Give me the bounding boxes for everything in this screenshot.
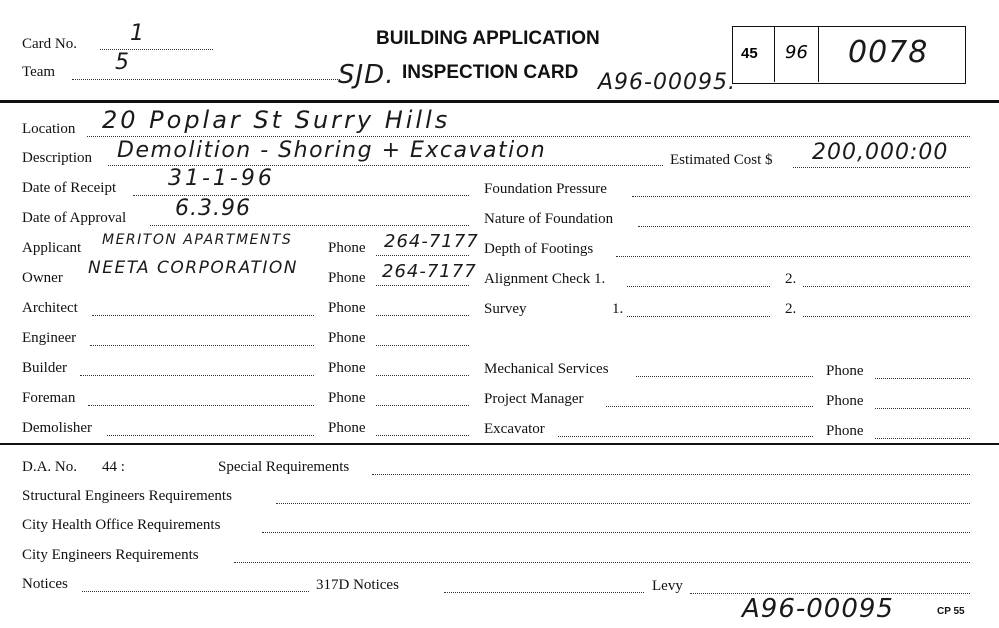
depth-footings-line [616,256,970,257]
foreman-phone-line [376,405,469,406]
structural-requirements-label: Structural Engineers Requirements [22,488,232,504]
builder-phone-label: Phone [328,360,366,376]
date-approval-value: 6.3.96 [175,196,251,221]
project-manager-phone-label: Phone [826,393,864,409]
notices-label: Notices [22,576,68,592]
survey-1-line [627,316,770,317]
da-no-value: 44 : [102,459,125,475]
mechanical-services-line [636,376,813,377]
date-approval-label: Date of Approval [22,210,127,226]
estimated-cost-label: Estimated Cost $ [670,152,773,168]
footer-application-ref-handwriting: A96-00095 [742,594,894,624]
architect-line [92,315,314,316]
mechanical-phone-line [875,378,970,379]
applicant-value: MERITON APARTMENTS [102,232,293,248]
engineer-label: Engineer [22,330,77,346]
box-cell-1-value: 45 [741,45,758,62]
survey-1-label: 1. [612,301,624,317]
builder-line [80,375,314,376]
team-label: Team [22,64,56,80]
nature-foundation-line [638,226,970,227]
architect-phone-line [376,315,469,316]
box-cell-3-value: 0078 [848,35,929,70]
team-line [72,79,340,80]
box-cell-1 [733,27,775,82]
team-value: 5 [115,50,130,75]
estimated-cost-line [793,167,970,168]
mechanical-services-label: Mechanical Services [484,361,609,377]
notices-317d-label: 317D Notices [316,577,399,593]
application-ref-handwriting: A96-00095. [598,70,736,95]
structural-requirements-line [276,503,970,504]
owner-phone-value: 264-7177 [382,261,477,282]
excavator-line [558,436,813,437]
alignment-check-2-label: 2. [785,271,797,287]
owner-phone-line [376,285,469,286]
date-receipt-label: Date of Receipt [22,180,117,196]
foreman-label: Foreman [22,390,76,406]
survey-2-label: 2. [785,301,797,317]
owner-value: NEETA CORPORATION [88,258,298,278]
demolisher-phone-label: Phone [328,420,366,436]
description-label: Description [22,150,92,166]
engineer-phone-label: Phone [328,330,366,346]
city-engineers-requirements-line [234,562,970,563]
architect-phone-label: Phone [328,300,366,316]
foundation-pressure-label: Foundation Pressure [484,181,607,197]
project-manager-phone-line [875,408,970,409]
owner-label: Owner [22,270,63,286]
special-requirements-label: Special Requirements [218,459,350,475]
architect-label: Architect [22,300,78,316]
alignment-check-2-line [803,286,970,287]
depth-footings-label: Depth of Footings [484,241,594,257]
nature-foundation-label: Nature of Foundation [484,211,614,227]
project-manager-line [606,406,813,407]
health-requirements-label: City Health Office Requirements [22,517,221,533]
excavator-phone-label: Phone [826,423,864,439]
card-no-label: Card No. [22,36,77,52]
owner-phone-label: Phone [328,270,366,286]
builder-phone-line [376,375,469,376]
date-receipt-value: 31-1-96 [168,166,275,191]
alignment-check-label: Alignment Check 1. [484,271,606,287]
applicant-phone-label: Phone [328,240,366,256]
date-approval-line [150,225,469,226]
levy-label: Levy [652,578,683,594]
demolisher-line [107,435,314,436]
alignment-check-1-line [627,286,770,287]
engineer-line [90,345,314,346]
estimated-cost-value: 200,000:00 [812,140,949,165]
applicant-phone-line [376,255,469,256]
header-divider [0,100,999,103]
form-title-line1: BUILDING APPLICATION [376,28,600,49]
location-value: 20 Poplar St Surry Hills [102,106,451,134]
excavator-label: Excavator [484,421,545,437]
foreman-phone-label: Phone [328,390,366,406]
city-engineers-requirements-label: City Engineers Requirements [22,547,199,563]
location-line [87,136,970,137]
mechanical-phone-label: Phone [826,363,864,379]
team-initials-handwriting: SJD. [338,60,395,90]
box-cell-2 [775,27,819,82]
location-label: Location [22,121,76,137]
builder-label: Builder [22,360,67,376]
form-title-line2: INSPECTION CARD [402,62,579,83]
survey-label: Survey [484,301,527,317]
applicant-phone-value: 264-7177 [384,231,479,252]
survey-2-line [803,316,970,317]
health-requirements-line [262,532,970,533]
foreman-line [88,405,314,406]
engineer-phone-line [376,345,469,346]
da-no-label: D.A. No. [22,459,77,475]
demolisher-phone-line [376,435,469,436]
foundation-pressure-line [632,196,970,197]
special-requirements-line [372,474,970,475]
notices-317d-line [444,592,644,593]
notices-line [82,591,309,592]
project-manager-label: Project Manager [484,391,584,407]
description-value: Demolition - Shoring + Excavation [117,138,547,163]
card-no-value: 1 [130,21,145,46]
demolisher-label: Demolisher [22,420,92,436]
form-code: CP 55 [937,606,965,617]
box-cell-2-value: 96 [785,42,808,63]
fields-divider [0,443,999,445]
card-number-box [732,26,966,84]
applicant-label: Applicant [22,240,82,256]
excavator-phone-line [875,438,970,439]
